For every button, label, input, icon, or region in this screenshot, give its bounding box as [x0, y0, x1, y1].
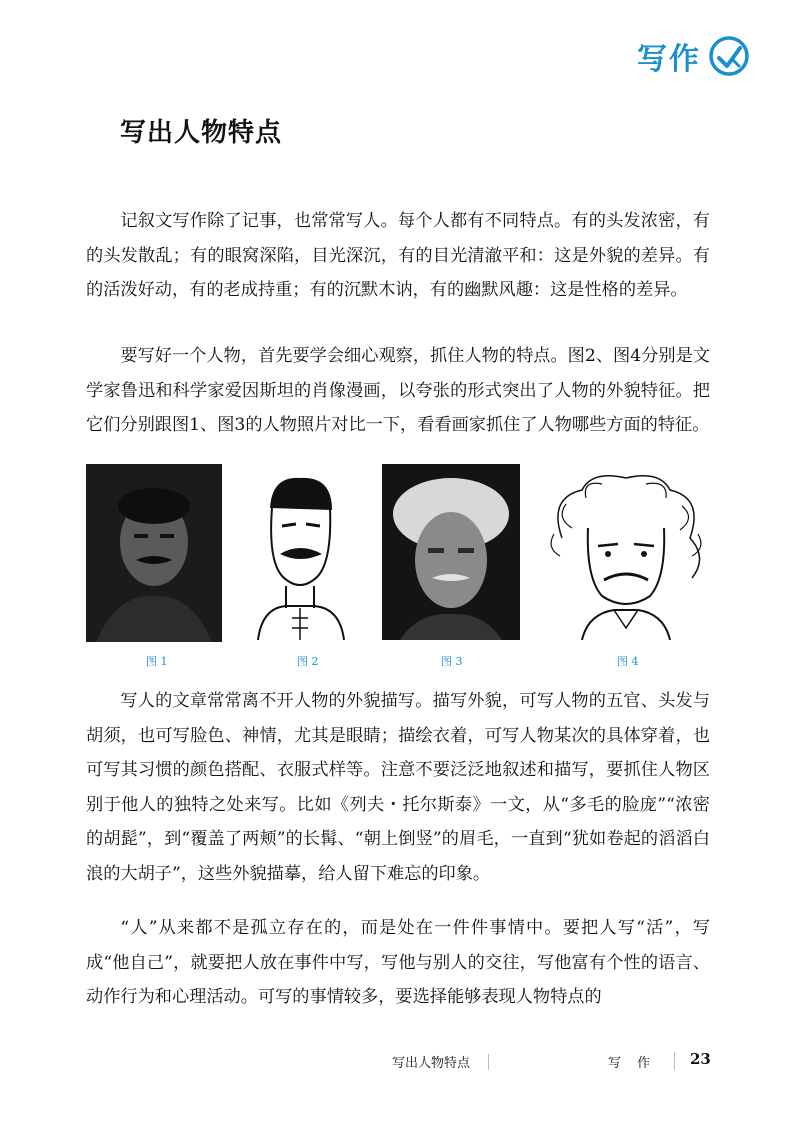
footer-section-title: 写出人物特点: [392, 1056, 471, 1071]
paragraph-1: 记叙文写作除了记事，也常常写人。每个人都有不同特点。有的头发浓密，有的头发散乱；有的眼窝深陷，目光深沉，有的目光清澈平和：这是外貌的差异。有的活泼好动，有的老成持重；有的沉默木讷，有的幽默风趣：这是性格的差异。: [86, 211, 710, 300]
figure-1-caption: 图 1: [146, 655, 168, 668]
pen-circle-icon: [709, 36, 749, 76]
page-number: 23: [690, 1050, 711, 1068]
section-label: 写作: [637, 42, 701, 77]
footer-divider: [488, 1054, 489, 1070]
figure-row: [0, 464, 793, 674]
paragraph-2: 要写好一个人物，首先要学会细心观察，抓住人物的特点。图2、图4分别是文学家鲁迅和科学家爱因斯坦的肖像漫画，以夸张的形式突出了人物的外貌特征。把它们分别跟图1、图3的人物照片对比一下，看看画家抓住了人物哪些方面的特征。: [86, 346, 710, 435]
paragraph-4: “人”从来都不是孤立存在的，而是处在一件件事情中。要把人写“活”，写成“他自己”，就要把人放在事件中写，写他与别人的交往，写他富有个性的语言、动作行为和心理活动。可写的事情较多，要选择能够表现人物特点的: [86, 918, 710, 1007]
figure-2-caricature: [252, 468, 348, 640]
page-title: 写出人物特点: [120, 118, 283, 148]
page-footer: [0, 1052, 793, 1072]
figure-3-photo: [382, 464, 520, 640]
paragraph-3: 写人的文章常常离不开人物的外貌描写。描写外貌，可写人物的五官、头发与胡须，也可写脸色、神情，尤其是眼睛；描绘衣着，可写人物某次的具体穿着，也可写其习惯的颜色搭配、衣服式样等。注意不要泛泛地叙述和描写，要抓住人物区别于他人的独特之处来写。比如《列夫・托尔斯泰》一文，从“多毛的脸庞”“浓密的胡髭”，到“覆盖了两颊”的长髯、“朝上倒竖”的眉毛，一直到“犹如卷起的滔滔白浪的大胡子”，这些外貌描摹，给人留下难忘的印象。: [86, 691, 710, 884]
figure-4-caption: 图 4: [617, 655, 639, 668]
figure-2-caption: 图 2: [297, 655, 319, 668]
section-tag: [637, 34, 749, 78]
figure-1-photo: [86, 464, 222, 642]
figure-3-caption: 图 3: [441, 655, 463, 668]
figure-4-caricature: [542, 468, 710, 640]
footer-unit: 写 作: [608, 1056, 657, 1071]
footer-divider: [674, 1052, 675, 1070]
